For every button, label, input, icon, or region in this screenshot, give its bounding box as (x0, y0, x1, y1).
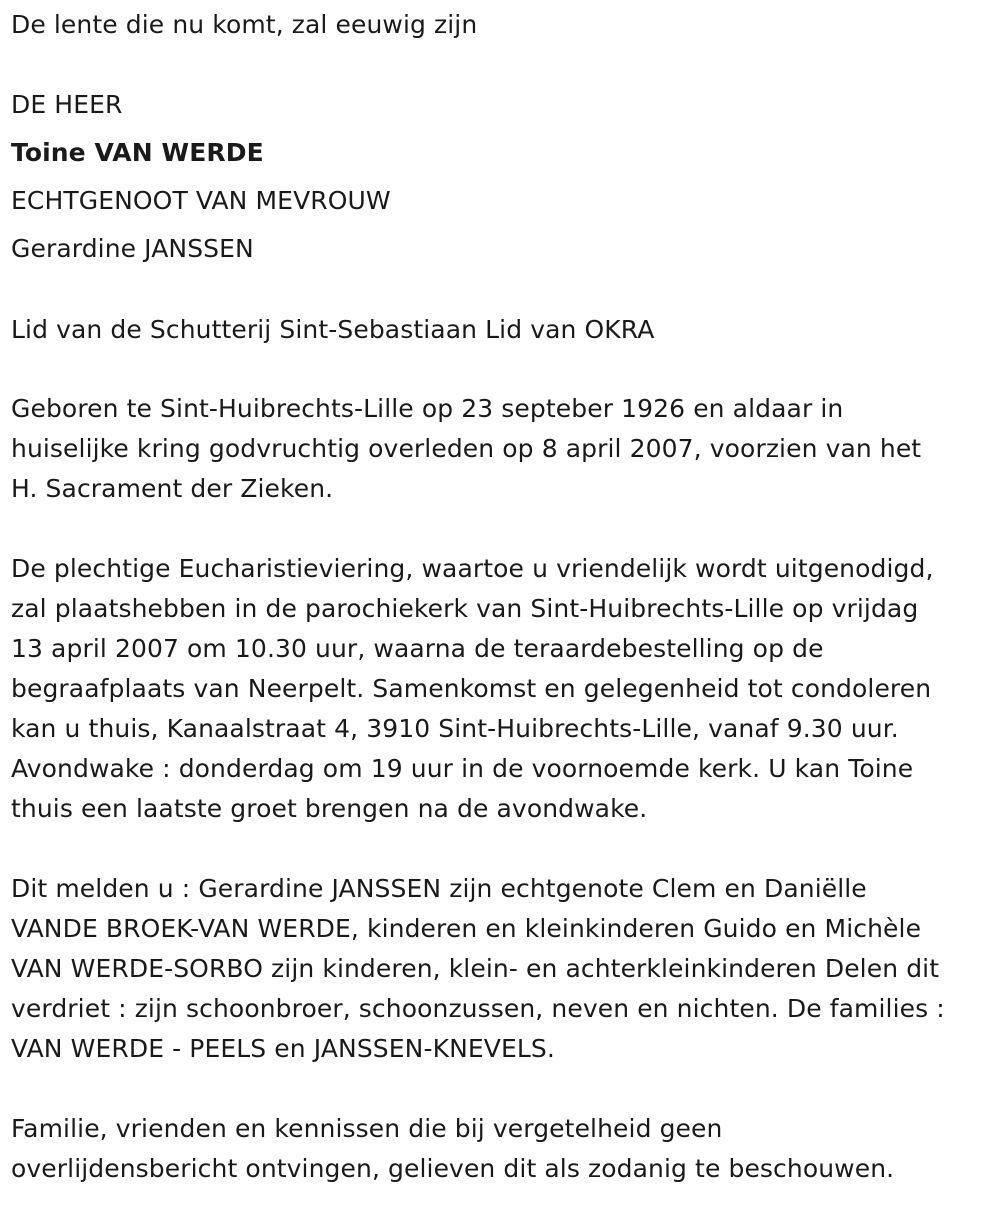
paragraph-line: VAN WERDE-SORBO zijn kinderen, klein- en achterkleinkinderen Delen dit (11, 954, 940, 983)
paragraph-line: overlijdensbericht ontvingen, gelieven dit als zodanig te beschouwen. (11, 1154, 895, 1183)
paragraph-line: VANDE BROEK-VAN WERDE, kinderen en kleinkinderen Guido en Michèle (11, 914, 922, 943)
paragraph-line: kan u thuis, Kanaalstraat 4, 3910 Sint-Huibrechts-Lille, vanaf 9.30 uur. (11, 714, 899, 743)
paragraph-line: huiselijke kring godvruchtig overleden op 8 april 2007, voorzien van het (11, 434, 922, 463)
title-prefix: DE HEER (11, 90, 123, 119)
paragraph-line: begraafplaats van Neerpelt. Samenkomst en gelegenheid tot condoleren (11, 674, 932, 703)
paragraph-line: Geboren te Sint-Huibrechts-Lille op 23 septeber 1926 en aldaar in (11, 394, 844, 423)
paragraph-line: zal plaatshebben in de parochiekerk van Sint-Huibrechts-Lille op vrijdag (11, 594, 919, 623)
paragraph-line: 13 april 2007 om 10.30 uur, waarna de teraardebestelling op de (11, 634, 824, 663)
paragraph-line: H. Sacrament der Zieken. (11, 474, 334, 503)
paragraph-line: VAN WERDE - PEELS en JANSSEN-KNEVELS. (11, 1034, 555, 1063)
motto: De lente die nu komt, zal eeuwig zijn (11, 10, 478, 39)
paragraph-line: De plechtige Eucharistieviering, waartoe u vriendelijk wordt uitgenodigd, (11, 554, 934, 583)
deceased-name: Toine VAN WERDE (11, 138, 264, 167)
paragraph-line: Familie, vrienden en kennissen die bij vergetelheid geen (11, 1114, 723, 1143)
membership: Lid van de Schutterij Sint-Sebastiaan Lid van OKRA (11, 315, 655, 344)
paragraph-line: Dit melden u : Gerardine JANSSEN zijn echtgenote Clem en Daniëlle (11, 874, 867, 903)
paragraph-line: thuis een laatste groet brengen na de avondwake. (11, 794, 648, 823)
spouse-name: Gerardine JANSSEN (11, 234, 254, 263)
relation-label: ECHTGENOOT VAN MEVROUW (11, 186, 391, 215)
paragraph-line: Avondwake : donderdag om 19 uur in de voornoemde kerk. U kan Toine (11, 754, 914, 783)
paragraph-line: verdriet : zijn schoonbroer, schoonzussen, neven en nichten. De families : (11, 994, 945, 1023)
